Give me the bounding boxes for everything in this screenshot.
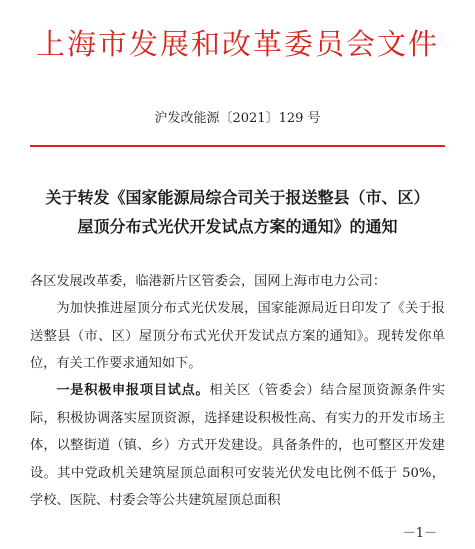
document-number: 沪发改能源〔2021〕129 号 xyxy=(154,111,321,126)
page-number: －1－ xyxy=(402,526,437,541)
paragraph-item-one xyxy=(30,377,445,515)
document-title-line-2: 屋顶分布式光伏开发试点方案的通知》的通知 xyxy=(77,217,398,236)
document-title xyxy=(20,183,455,241)
paragraph-intro: 为加快推进屋顶分布式光伏发展，国家能源局近日印发了《关于报送整县（市、区）屋顶分布式光伏开发试点方案的通知》。现转发你单位，有关工作要求通知如下。 xyxy=(30,301,445,371)
paragraph-item-one-lead: 一是积极申报项目试点。 xyxy=(56,383,210,398)
red-separator-line xyxy=(30,145,445,147)
masthead-title: 上海市发展和改革委员会文件 xyxy=(35,27,439,61)
document-title-line-1: 关于转发《国家能源局综合司关于报送整县（市、区） xyxy=(45,188,430,207)
paragraph-item-one-text: 相关区（管委会）结合屋顶资源条件实际，积极协调落实屋顶资源，选择建设积极性高、有实力的开发市场主体，以整街道（镇、乡）方式开发建设。具备条件的，也可整区开发建设。其中党政机关建筑屋顶总面积可安装光伏发电比例不低于 50%，学校、医院、村委会等公共建筑屋顶总面积 xyxy=(30,383,446,508)
salutation: 各区发展改革委，临港新片区管委会，国网上海市电力公司： xyxy=(30,274,387,289)
